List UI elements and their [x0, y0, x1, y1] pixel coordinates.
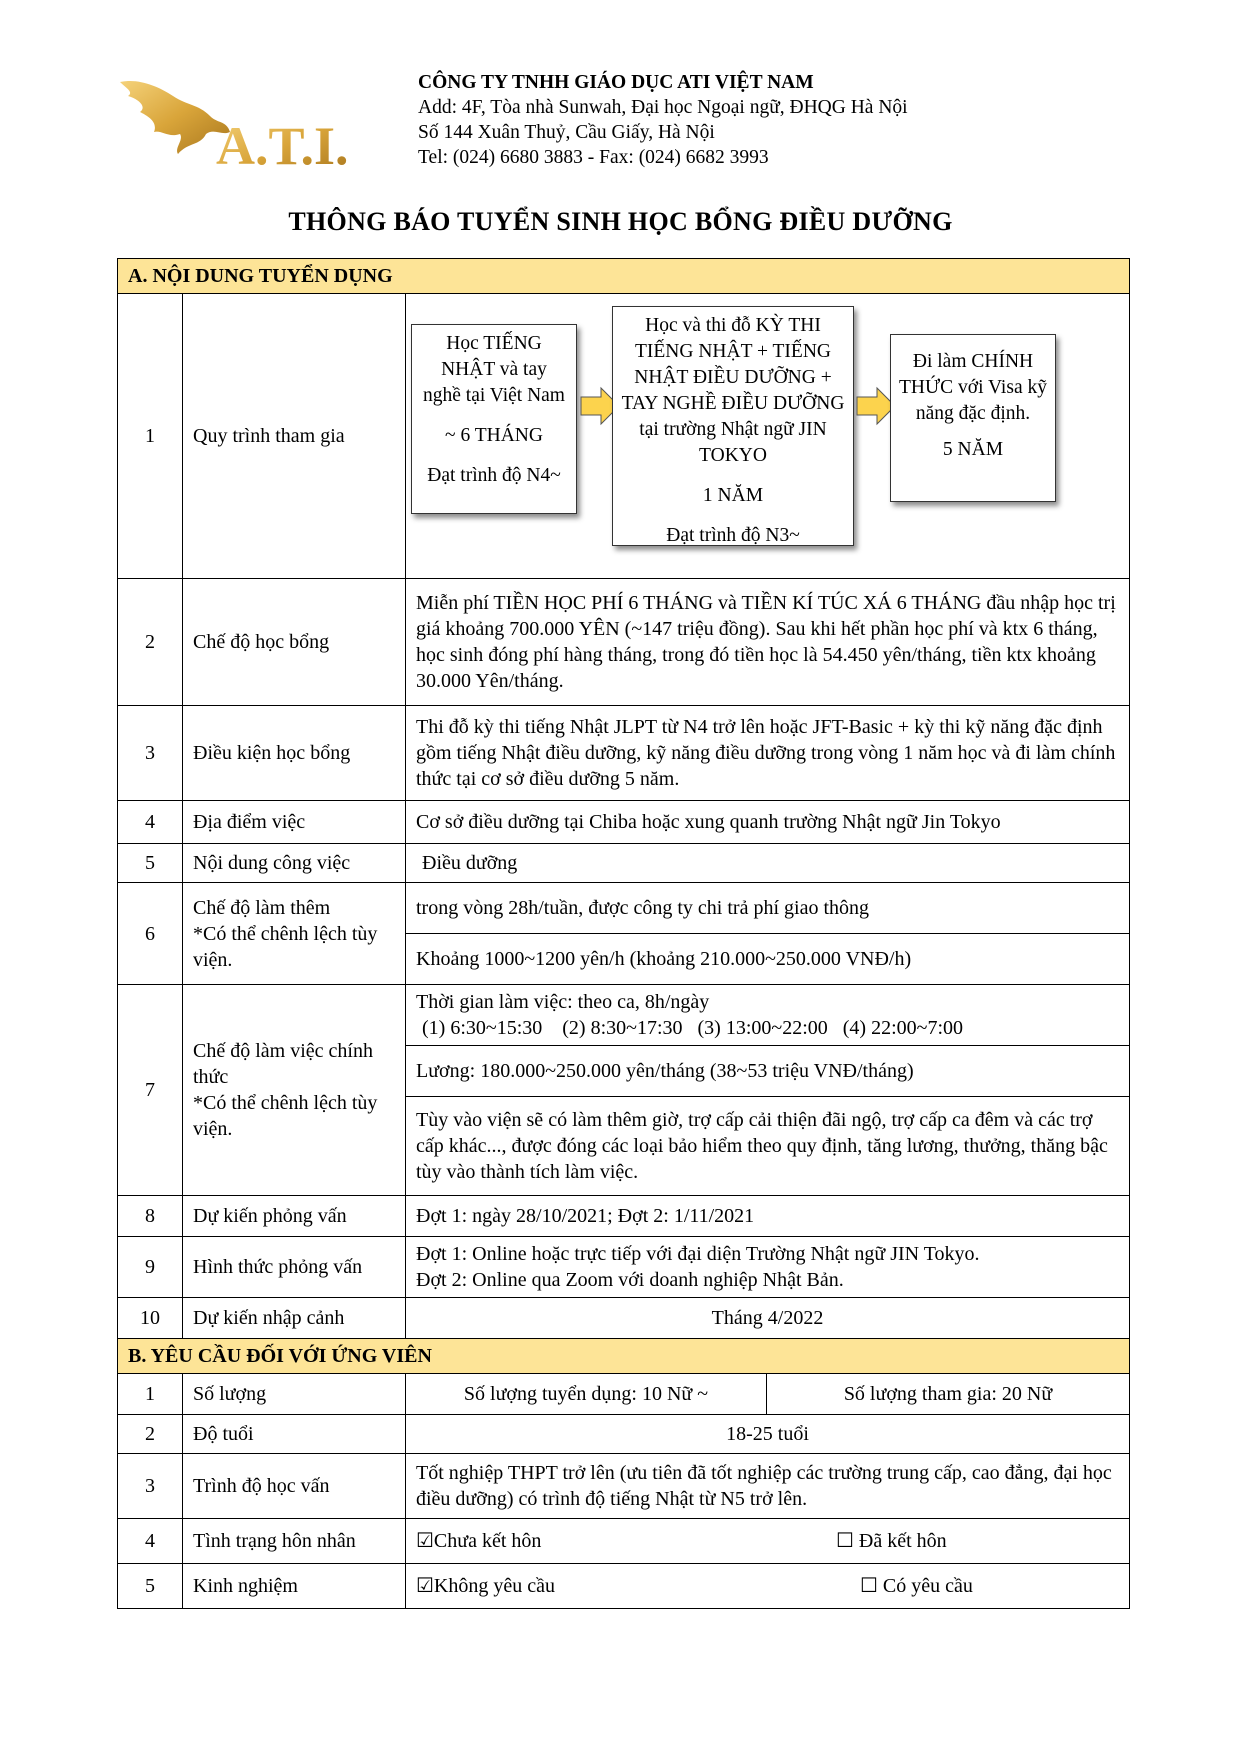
table-row	[118, 1237, 1130, 1298]
interview-dates: Đợt 1: ngày 28/10/2021; Đợt 2: 1/11/2021	[406, 1196, 1130, 1237]
step-1-text: Học TIẾNG NHẬT và tay nghề tại Việt Nam	[423, 333, 565, 406]
letterhead	[118, 70, 1118, 180]
parttime-wage: Khoảng 1000~1200 yên/h (khoảng 210.000~250.000 VNĐ/h)	[406, 934, 1130, 985]
scholarship-value: Miễn phí TIỀN HỌC PHÍ 6 THÁNG và TIỀN KÍ TÚC XÁ 6 THÁNG đầu nhập học trị giá khoảng 700.000 YÊN (~147 triệu đồng). Sau khi hết phần học phí và ktx 6 tháng, học sinh đóng phí hàng tháng, trong đó tiền học là 54.450 yên/tháng, tiền ktx khoảng 30.000 Yên/tháng.	[406, 579, 1130, 706]
table-row	[118, 1454, 1130, 1519]
education-level: Tốt nghiệp THPT trở lên (ưu tiên đã tốt nghiệp các trường trung cấp, cao đẳng, đại học điều dưỡng) có trình độ tiếng Nhật từ N5 trở lên.	[406, 1454, 1130, 1519]
checkbox-unmarried: ☑Chưa kết hôn	[416, 1530, 542, 1552]
scholarship-conditions: Thi đỗ kỳ thi tiếng Nhật JLPT từ N4 trở lên hoặc JFT-Basic + kỳ thi kỹ năng đặc định gồm tiếng Nhật điều dưỡng, kỹ năng điều dưỡng trong vòng 1 năm học và đi làm chính thức tại cơ sở điều dưỡng 5 năm.	[406, 706, 1130, 801]
row-number: 10	[118, 1298, 183, 1339]
row-label-note: *Có thể chênh lệch tùy viện.	[193, 1092, 378, 1140]
row-label: Trình độ học vấn	[183, 1454, 406, 1519]
step-2-text: Học và thi đỗ KỲ THI TIẾNG NHẬT + TIẾNG NHẬT ĐIỀU DƯỠNG + TAY NGHỀ ĐIỀU DƯỠNG tại trường Nhật ngữ JIN TOKYO	[621, 315, 845, 466]
row-label: Điều kiện học bổng	[183, 706, 406, 801]
entry-date: Tháng 4/2022	[406, 1298, 1130, 1339]
process-flow-cell	[406, 294, 1130, 579]
row-label-text: Chế độ làm việc chính thức	[193, 1040, 373, 1088]
row-number: 1	[118, 294, 183, 579]
row-label: Độ tuổi	[183, 1415, 406, 1454]
benefits: Tùy vào viện sẽ có làm thêm giờ, trợ cấp cải thiện đãi ngộ, trợ cấp ca đêm và các trợ cấp khác..., được đóng các loại bảo hiểm theo quy định, tăng lương, thưởng, thăng bậc tùy vào thành tích làm việc.	[406, 1097, 1130, 1196]
flow-step-2	[612, 306, 854, 546]
step-1-level: Đạt trình độ N4~	[427, 465, 561, 486]
row-number: 4	[118, 801, 183, 844]
logo-text: A.T.I.	[216, 116, 349, 176]
row-label: Địa điểm việc	[183, 801, 406, 844]
interview-format-1: Đợt 1: Online hoặc trực tiếp với đại diện Trường Nhật ngữ JIN Tokyo.	[416, 1243, 980, 1265]
step-1-duration: ~ 6 THÁNG	[445, 425, 543, 446]
salary: Lương: 180.000~250.000 yên/tháng (38~53 triệu VNĐ/tháng)	[406, 1046, 1130, 1097]
row-label-note: *Có thể chênh lệch tùy viện.	[193, 922, 378, 971]
table-row	[118, 985, 1130, 1046]
section-b-heading: B. YÊU CẦU ĐỐI VỚI ỨNG VIÊN	[118, 1339, 1130, 1374]
company-address-2: Số 144 Xuân Thuỷ, Cầu Giấy, Hà Nội	[418, 122, 715, 143]
row-number: 3	[118, 1454, 183, 1519]
company-info	[418, 70, 908, 170]
row-label: Hình thức phỏng vấn	[183, 1237, 406, 1298]
parttime-hours: trong vòng 28h/tuần, được công ty chi trả phí giao thông	[406, 883, 1130, 934]
recruit-quantity: Số lượng tuyển dụng: 10 Nữ ~	[406, 1374, 767, 1415]
section-a-header	[118, 259, 1130, 294]
row-label	[183, 883, 406, 985]
work-location: Cơ sở điều dưỡng tại Chiba hoặc xung quanh trường Nhật ngữ Jin Tokyo	[406, 801, 1130, 844]
row-label: Kinh nghiệm	[183, 1564, 406, 1609]
interview-format	[406, 1237, 1130, 1298]
experience	[406, 1564, 1130, 1609]
step-2-duration: 1 NĂM	[702, 485, 764, 506]
row-label: Số lượng	[183, 1374, 406, 1415]
document-title: THÔNG BÁO TUYỂN SINH HỌC BỔNG ĐIỀU DƯỠNG	[288, 207, 953, 236]
table-row	[118, 1519, 1130, 1564]
step-3-duration: 5 NĂM	[942, 439, 1004, 460]
row-label-text: Chế độ làm thêm	[193, 896, 331, 919]
row-number: 5	[118, 1564, 183, 1609]
table-row	[118, 706, 1130, 801]
checkbox-experience-required: ☐ Có yêu cầu	[860, 1575, 973, 1597]
company-contact: Tel: (024) 6680 3883 - Fax: (024) 6682 3993	[418, 147, 769, 168]
row-number: 7	[118, 985, 183, 1196]
work-schedule	[406, 985, 1130, 1046]
row-number: 4	[118, 1519, 183, 1564]
age-range: 18-25 tuổi	[406, 1415, 1130, 1454]
row-label: Chế độ học bổng	[183, 579, 406, 706]
work-hours: Thời gian làm việc: theo ca, 8h/ngày	[416, 991, 710, 1013]
step-3-text: Đi làm CHÍNH THỨC với Visa kỹ năng đặc định.	[899, 351, 1047, 424]
row-label	[183, 985, 406, 1196]
table-row	[118, 1415, 1130, 1454]
info-table	[117, 258, 1130, 1609]
company-address-1: Add: 4F, Tòa nhà Sunwah, Đại học Ngoại ngữ, ĐHQG Hà Nội	[418, 97, 908, 118]
row-number: 9	[118, 1237, 183, 1298]
interview-format-2: Đợt 2: Online qua Zoom với doanh nghiệp Nhật Bản.	[416, 1269, 844, 1291]
checkbox-married: ☐ Đã kết hôn	[836, 1530, 947, 1552]
job-content: Điều dưỡng	[406, 844, 1130, 883]
row-number: 2	[118, 1415, 183, 1454]
row-number: 6	[118, 883, 183, 985]
row-label: Dự kiến nhập cảnh	[183, 1298, 406, 1339]
table-row	[118, 294, 1130, 579]
table-row	[118, 1564, 1130, 1609]
flow-step-1	[411, 324, 577, 514]
table-row	[118, 1196, 1130, 1237]
participant-quantity: Số lượng tham gia: 20 Nữ	[767, 1374, 1130, 1415]
table-row	[118, 579, 1130, 706]
row-number: 3	[118, 706, 183, 801]
row-label: Tình trạng hôn nhân	[183, 1519, 406, 1564]
flow-step-3	[890, 334, 1056, 502]
company-name: CÔNG TY TNHH GIÁO DỤC ATI VIỆT NAM	[418, 72, 814, 93]
row-number: 8	[118, 1196, 183, 1237]
section-a-heading: A. NỘI DUNG TUYỂN DỤNG	[118, 259, 1130, 294]
table-row	[118, 883, 1130, 934]
ati-logo	[118, 76, 368, 176]
work-shifts: (1) 6:30~15:30 (2) 8:30~17:30 (3) 13:00~22:00 (4) 22:00~7:00	[422, 1017, 964, 1039]
row-label: Nội dung công việc	[183, 844, 406, 883]
process-flow	[406, 294, 1129, 578]
table-row	[118, 1298, 1130, 1339]
row-label: Quy trình tham gia	[183, 294, 406, 579]
row-number: 5	[118, 844, 183, 883]
row-number: 1	[118, 1374, 183, 1415]
checkbox-no-experience: ☑Không yêu cầu	[416, 1575, 556, 1597]
step-2-level: Đạt trình độ N3~	[666, 525, 800, 546]
row-number: 2	[118, 579, 183, 706]
marital-status	[406, 1519, 1130, 1564]
table-row	[118, 1374, 1130, 1415]
table-row	[118, 844, 1130, 883]
row-label: Dự kiến phỏng vấn	[183, 1196, 406, 1237]
table-row	[118, 801, 1130, 844]
section-b-header	[118, 1339, 1130, 1374]
